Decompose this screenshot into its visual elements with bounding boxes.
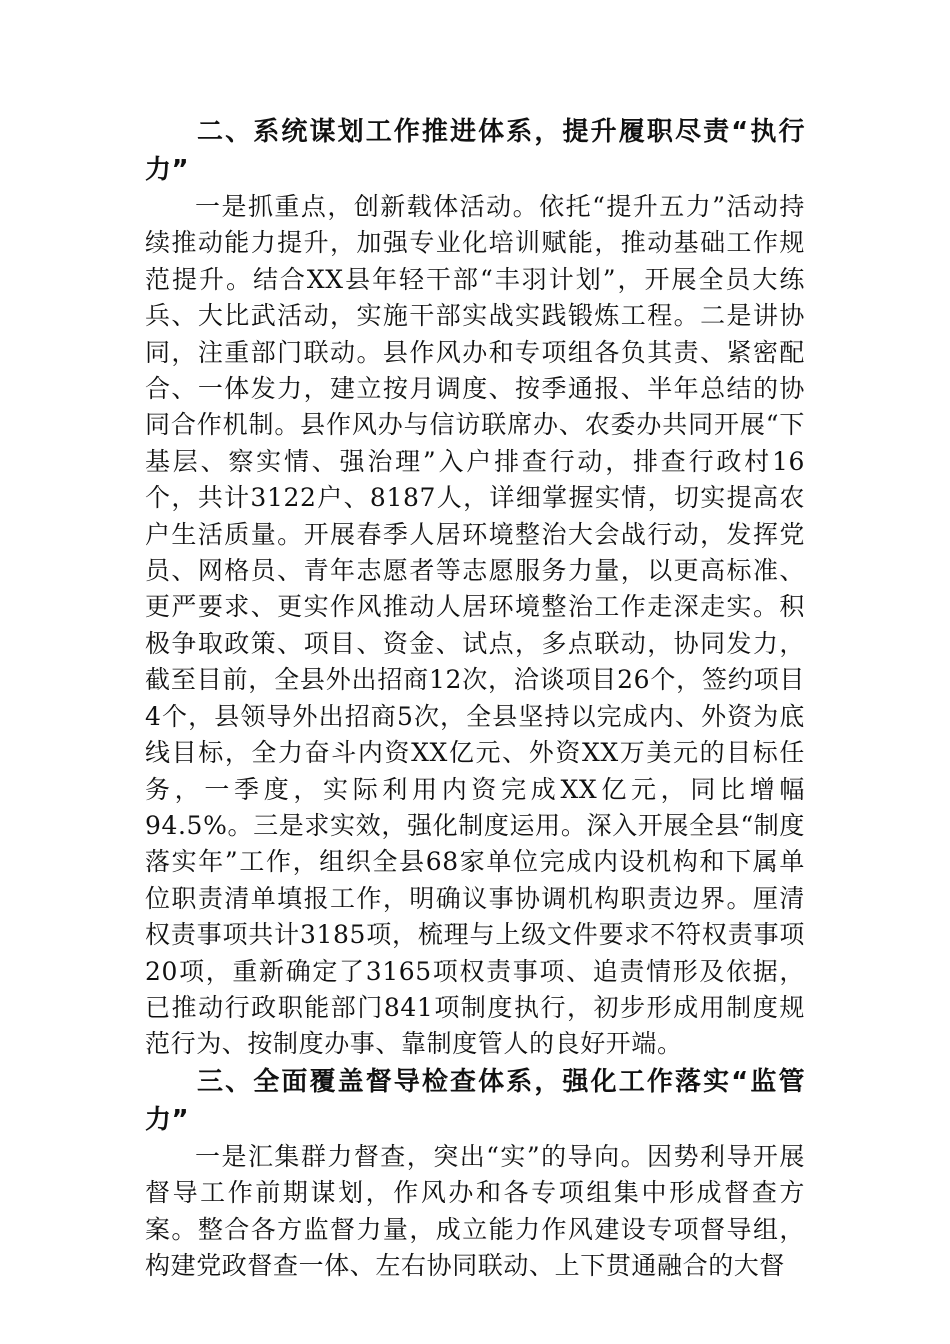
section-paragraph-2: 一是抓重点，创新载体活动。依托“提升五力”活动持续推动能力提升，加强专业化培训赋能，推动基础工作规范提升。结合XX县年轻干部“丰羽计划”，开展全员大练兵、大比武活动，实施干部实战实践锻炼工程。二是讲协同，注重部门联动。县作风办和专项组各负其责、紧密配合、一体发力，建立按月调度、按季通报、半年总结的协同合作机制。县作风办与信访联席办、农委办共同开展“下基层、察实情、强治理”入户排查行动，排查行政村16个，共计3122户、8187人，详细掌握实情，切实提高农户生活质量。开展春季人居环境整治大会战行动，发挥党员、网格员、青年志愿者等志愿服务力量，以更高标准、更严要求、更实作风推动人居环境整治工作走深走实。积极争取政策、项目、资金、试点，多点联动，协同发力，截至目前，全县外出招商12次，洽谈项目26个，签约项目4个，县领导外出招商5次，全县坚持以完成内、外资为底线目标，全力奋斗内资XX亿元、外资XX万美元的目标任务，一季度，实际利用内资完成XX亿元，同比增幅94.5%。三是求实效，强化制度运用。深入开展全县“制度落实年”工作，组织全县68家单位完成内设机构和下属单位职责清单填报工作，明确议事协调机构职责边界。厘清权责事项共计3185项，梳理与上级文件要求不符权责事项20项，重新确定了3165项权责事项、追责情形及依据，已推动行政职能部门841项制度执行，初步形成用制度规范行为、按制度办事、靠制度管人的良好开端。 [145, 192, 805, 1059]
section-paragraph-3: 一是汇集群力督查，突出“实”的导向。因势利导开展督导工作前期谋划，作风办和各专项组集中形成督查方案。整合各方监督力量，成立能力作风建设专项督导组，构建党政督查一体、左右协同联动、上下贯通融合的大督 [145, 1141, 805, 1280]
document-page [145, 113, 805, 1284]
section-heading-3: 三、全面覆盖督导检查体系，强化工作落实“监管力” [145, 1066, 805, 1135]
section-heading-2: 二、系统谋划工作推进体系，提升履职尽责“执行力” [145, 117, 805, 185]
